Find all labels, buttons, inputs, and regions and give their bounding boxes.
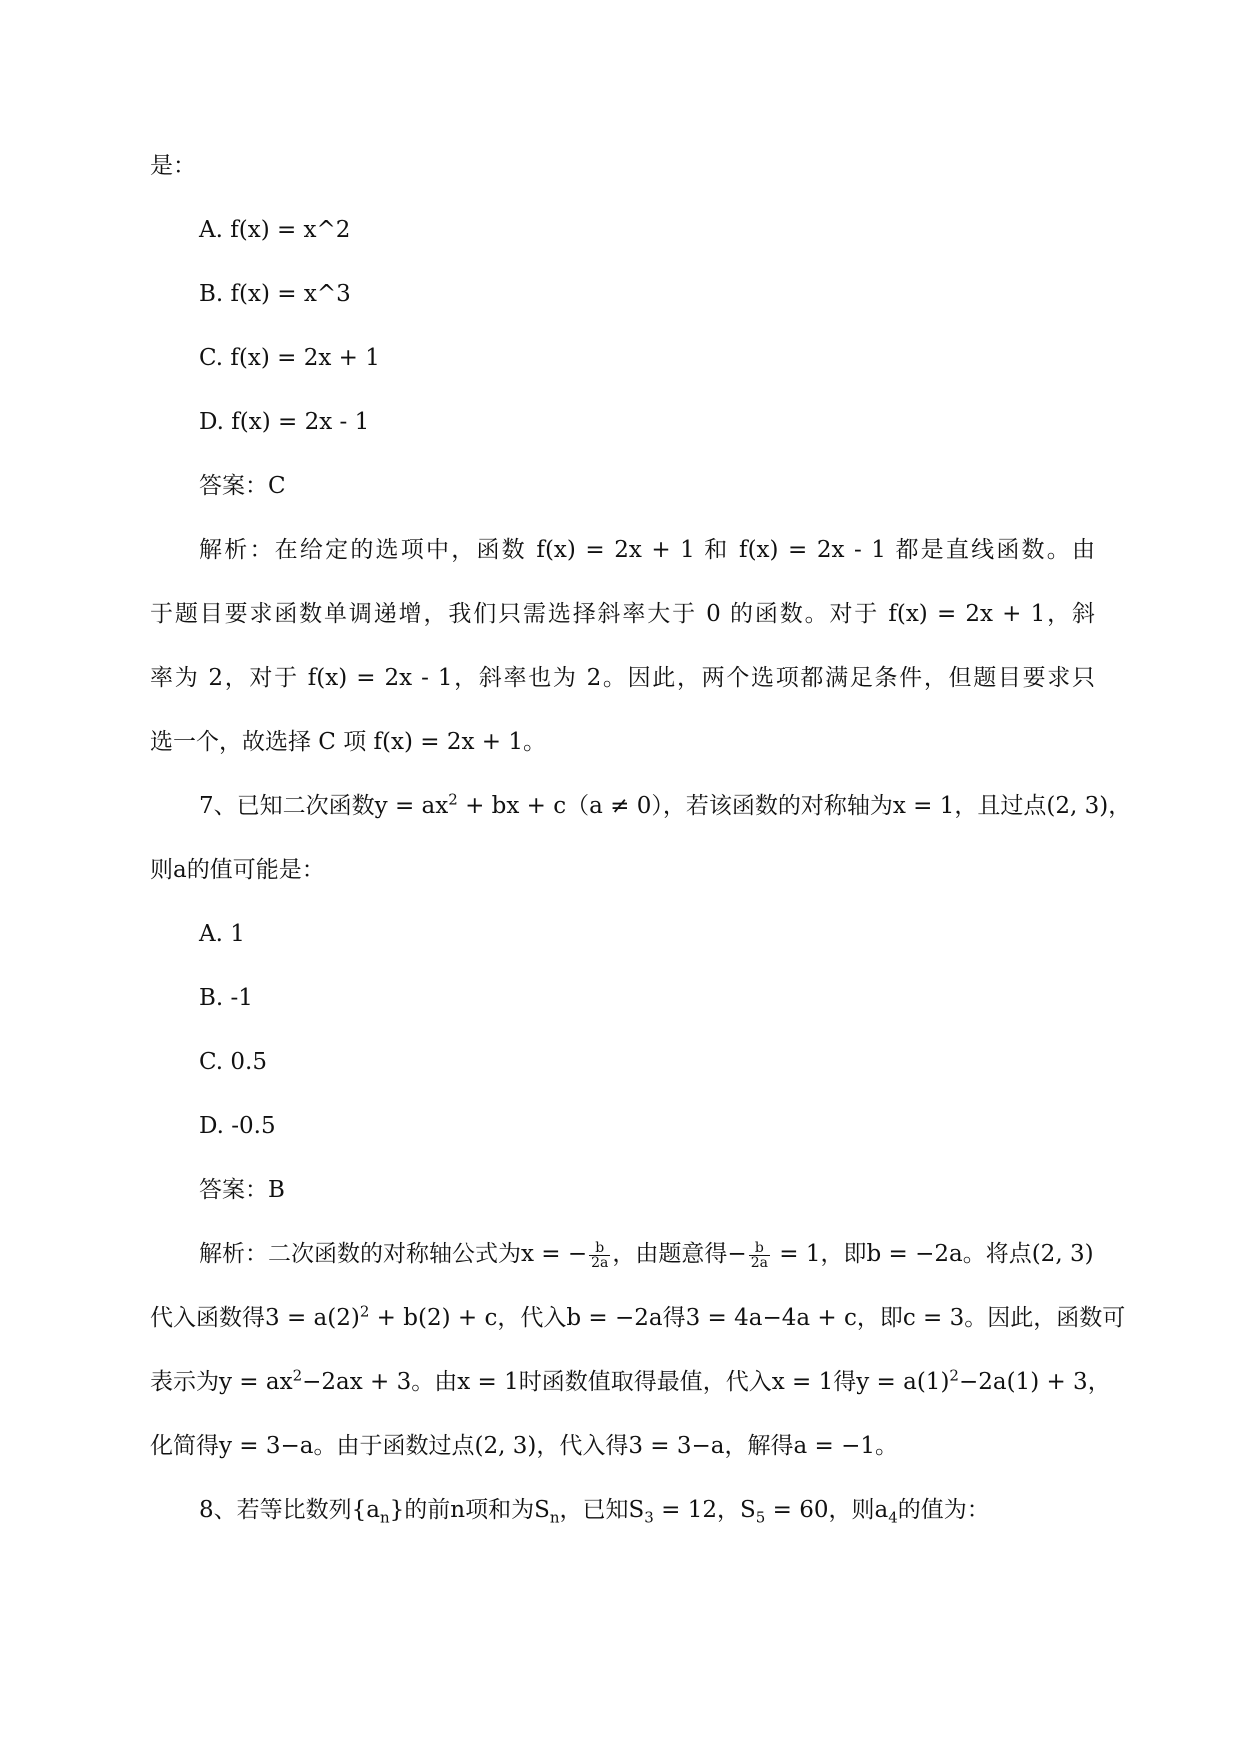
q7-analysis-line-2: 代入函数得$3 = a(2)^2 + b(2) + c$，代入b = −2a得3 = 4a−4a + c，即c = 3。因此，函数可 <box>150 1302 1126 1331</box>
q6-analysis-line-4: 选一个，故选择 C 项 f(x) = 2x + 1。 <box>150 729 546 755</box>
q7-option-a: A. 1 <box>199 921 245 947</box>
q7-option-d: D. -0.5 <box>199 1113 276 1139</box>
q7-stem-line-1: 7、已知二次函数$y = ax^2$ + bx + c（a ≠ 0），若该函数的对称轴为x = 1，且过点(2, 3)， <box>199 790 1132 819</box>
fraction-b-over-2a: $\frac{b}{2a}$ <box>750 1239 768 1271</box>
q6-analysis-line-1: 解析：在给定的选项中，函数 f(x) = 2x + 1 和 f(x) = 2x - 1 都是直线函数。由 <box>199 537 1095 563</box>
q6-option-a: A. f(x) = x^2 <box>199 217 351 243</box>
q7-analysis-line-1: 解析：二次函数的对称轴公式为x = − $\frac{b}{2a}$ ，由题意得− $\frac{b}{2a}$ = 1，即b = −2a。将点(2, 3) <box>199 1239 1094 1271</box>
q6-stem-tail: 是： <box>150 153 196 179</box>
q8-stem: 8、若等比数列$\{a_n\}$的前n项和为$S_n$，已知$S_3 = 12$，$S_5 = 60$，则$a_4$的值为： <box>199 1497 990 1527</box>
q6-option-c: C. f(x) = 2x + 1 <box>199 345 380 371</box>
fraction-b-over-2a: $\frac{b}{2a}$ <box>591 1239 609 1271</box>
q7-option-c: C. 0.5 <box>199 1049 267 1075</box>
q6-analysis-line-2: 于题目要求函数单调递增，我们只需选择斜率大于 0 的函数。对于 f(x) = 2x + 1，斜 <box>150 601 1095 627</box>
q7-stem-line-2: 则a的值可能是： <box>150 857 325 883</box>
q6-option-d: D. f(x) = 2x - 1 <box>199 409 370 435</box>
q7-analysis-line-3: 表示为$y = ax^2-2ax + 3$。由x = 1时函数值取得最值，代入x = 1得$y = a(1)^2-2a(1) + 3$， <box>150 1366 1111 1395</box>
q6-analysis-line-3: 率为 2，对于 f(x) = 2x - 1，斜率也为 2。因此，两个选项都满足条件，但题目要求只 <box>150 665 1095 691</box>
q7-analysis-line-4: 化简得y = 3−a。由于函数过点(2, 3)，代入得3 = 3−a，解得a = −1。 <box>150 1433 898 1459</box>
q6-option-b: B. f(x) = x^3 <box>199 281 351 307</box>
q7-option-b: B. -1 <box>199 985 253 1011</box>
q6-answer: 答案：C <box>199 473 286 499</box>
q7-answer: 答案：B <box>199 1177 285 1203</box>
